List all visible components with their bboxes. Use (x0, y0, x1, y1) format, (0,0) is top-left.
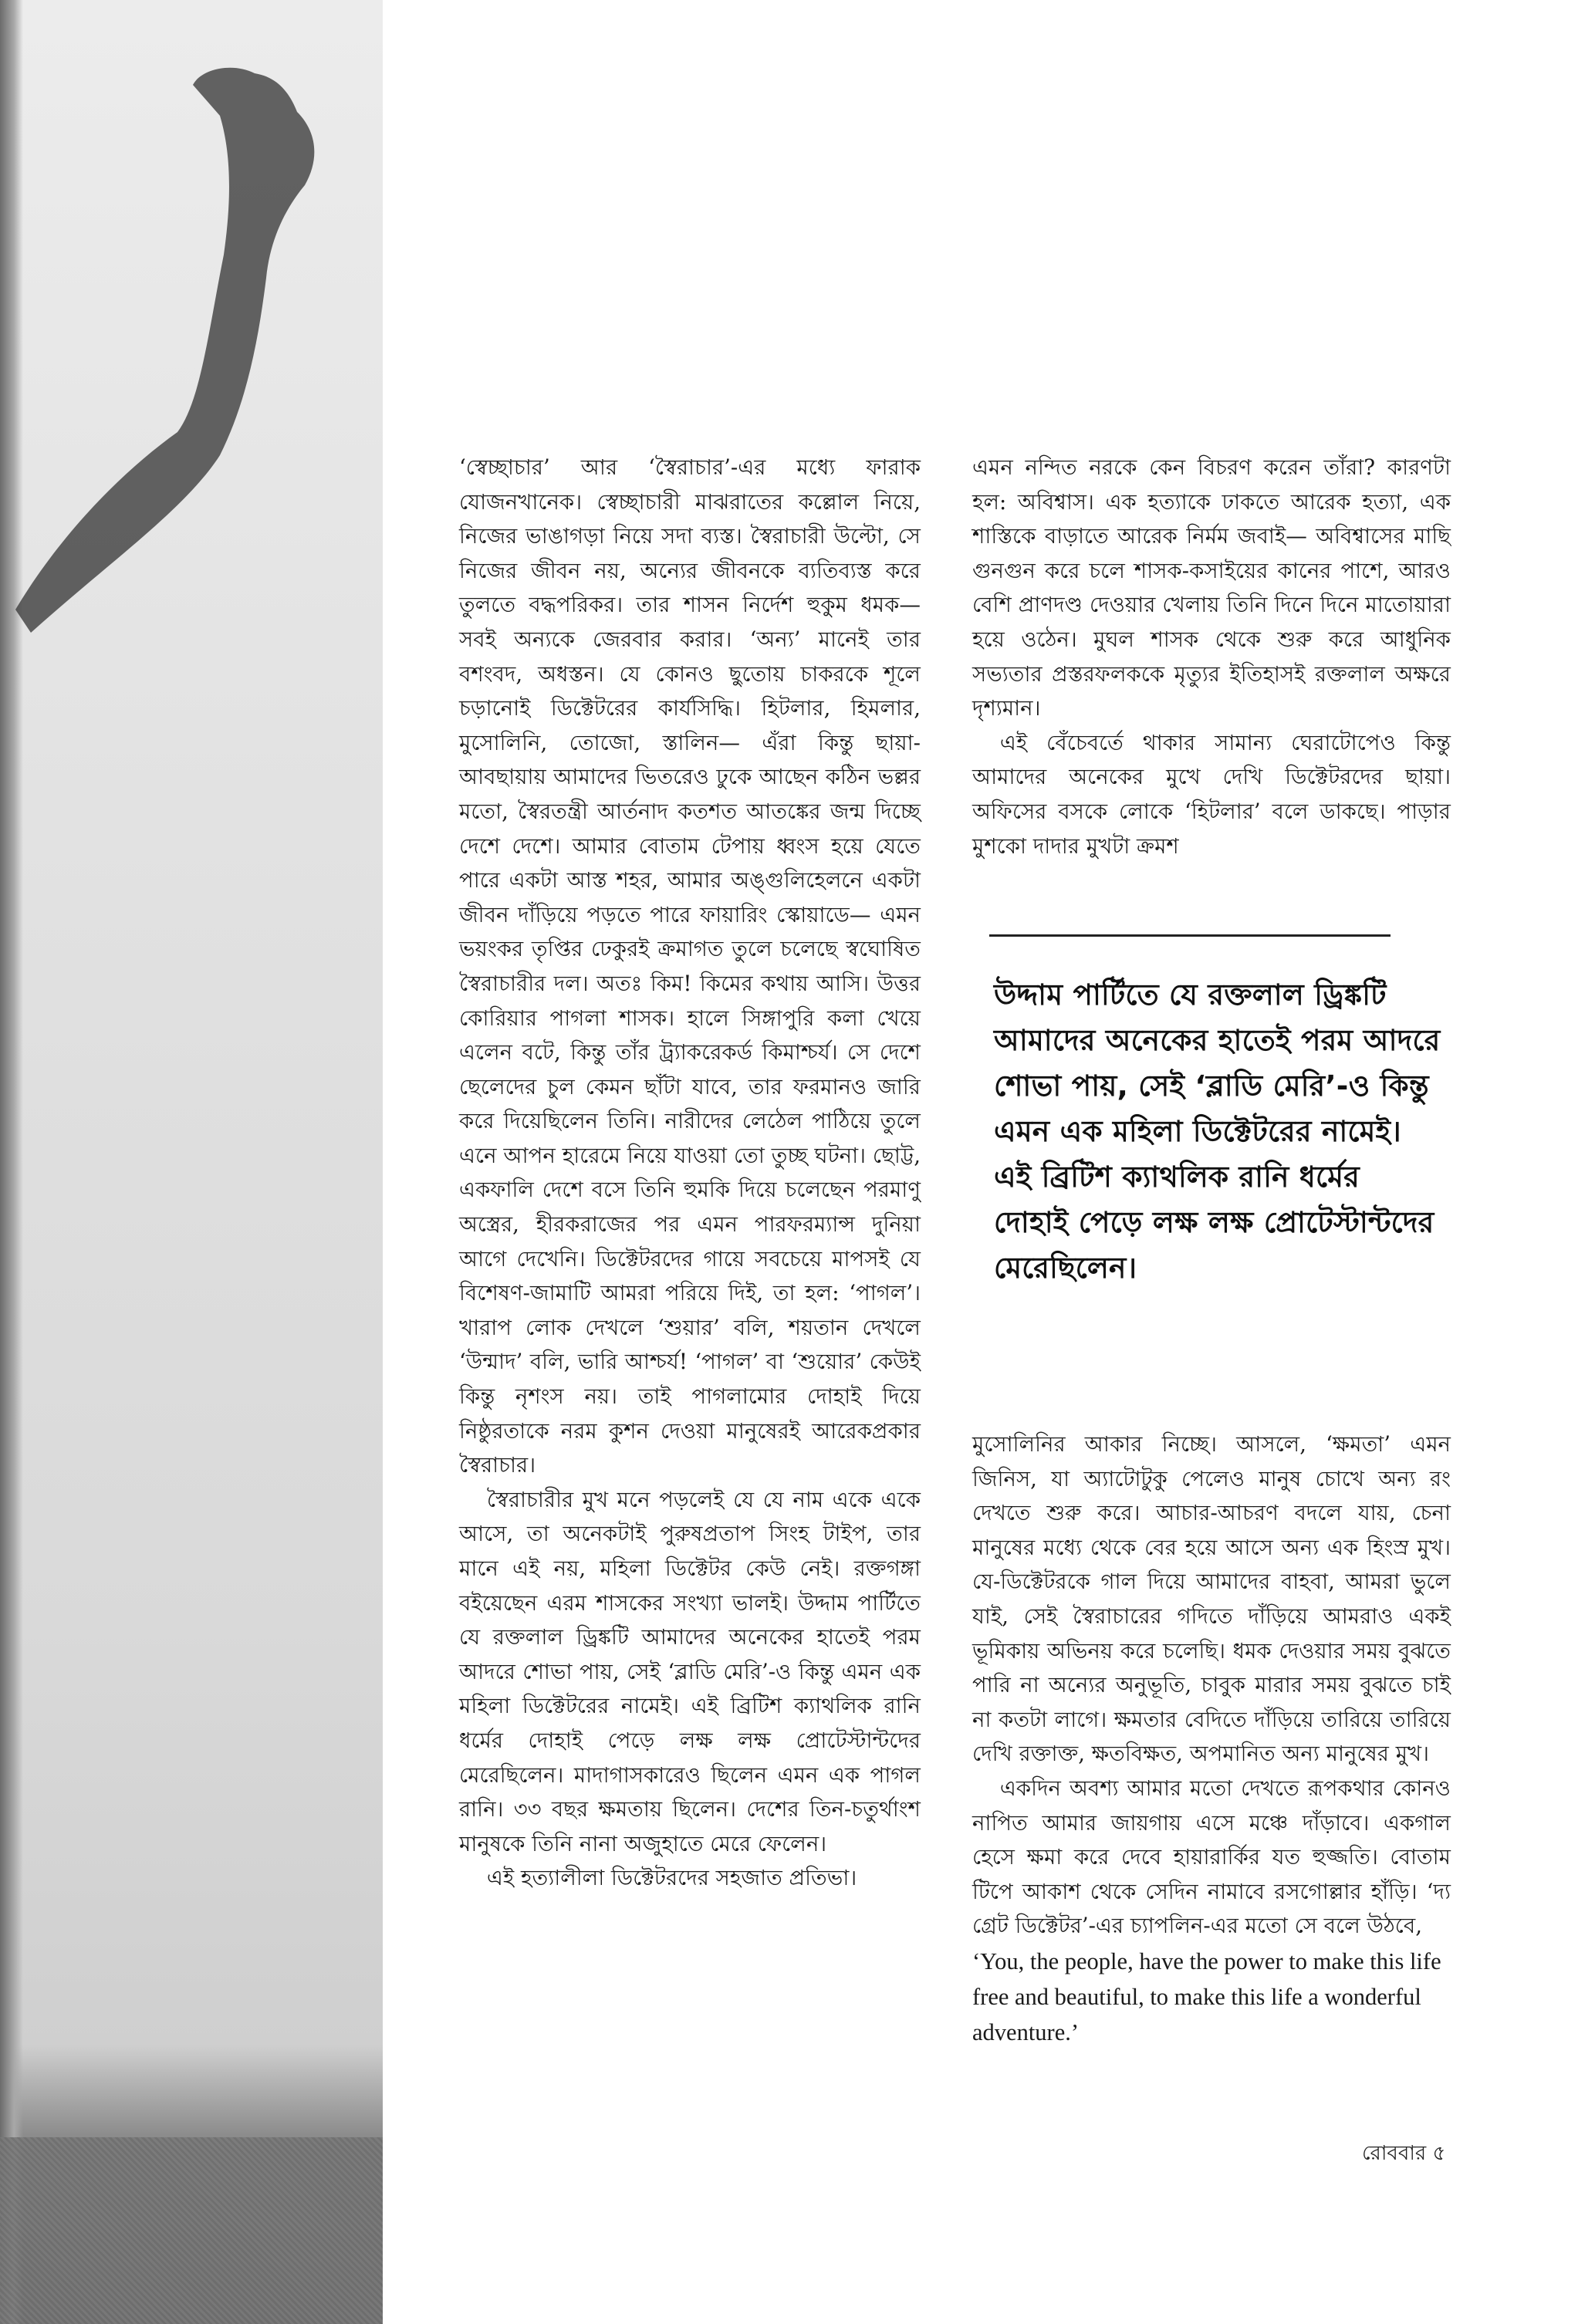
photo-strip (0, 0, 383, 2324)
english-quote: ‘You, the people, have the power to make this life free and beautiful, to make this life a wonderful adventure.’ (972, 1947, 1441, 2045)
paragraph: এই বেঁচেবর্তে থাকার সামান্য ঘেরাটোপেও কিন্তু আমাদের অনেকের মুখে দেখি ডিক্টেটরদের ছায়া। অফিসের বসকে লোকে ‘হিটলার’ বলে ডাকছে। পাড়ার মুশকো দাদার মুখটা ক্রমশ (972, 729, 1451, 859)
pullquote-divider (989, 934, 1391, 937)
pullquote: উদ্দাম পার্টিতে যে রক্তলাল ড্রিঙ্কটি আমাদের অনেকের হাতেই পরম আদরে শোভা পায়, সেই ‘ব্লাডি মেরি’-ও কিন্তু এমন এক মহিলা ডিক্টেটরের নামেই। এই ব্রিটিশ ক্যাথলিক রানি ধর্মের দোহাই পেড়ে লক্ষ লক্ষ প্রোটেস্টান্টদের মেরেছিলেন। (994, 978, 1441, 1285)
article-column-2-bottom (972, 1427, 1451, 2050)
article-column-1 (459, 451, 921, 1896)
page-footer: রোববার ৫ (1362, 2142, 1446, 2165)
paragraph: এমন নন্দিত নরকে কেন বিচরণ করেন তাঁরা? কারণটা হল: অবিশ্বাস। এক হত্যাকে ঢাকতে আরেক হত্যা, এক শাস্তিকে বাড়াতে আরেক নির্মম জবাই— অবিশ্বাসের মাছি গুনগুন করে চলে শাসক-কসাইয়ের কানের পাশে, আরও বেশি প্রাণদণ্ড দেওয়ার খেলায় তিনি দিনে দিনে মাতোয়ারা হয়ে ওঠেন। মুঘল শাসক থেকে শুরু করে আধুনিক সভ্যতার প্রস্তরফলককে মৃত্যুর ইতিহাসই রক্তলাল অক্ষরে দৃশ্যমান। (972, 454, 1451, 721)
paragraph: স্বৈরাচারীর মুখ মনে পড়লেই যে যে নাম একে একে আসে, তা অনেকটাই পুরুষপ্রতাপ সিংহ টাইপ, তার মানে এই নয়, মহিলা ডিক্টেটর কেউ নেই। রক্তগঙ্গা বইয়েছেন এরম শাসকের সংখ্যা ভালই। উদ্দাম পার্টিতে যে রক্তলাল ড্রিঙ্কটি আমাদের অনেকের হাতেই পরম আদরে শোভা পায়, সেই ‘ব্লাডি মেরি’-ও কিন্তু এমন এক মহিলা ডিক্টেটরের নামেই। এই ব্রিটিশ ক্যাথলিক রানি ধর্মের দোহাই পেড়ে লক্ষ লক্ষ প্রোটেস্টান্টদের মেরেছিলেন। মাদাগাসকারেও ছিলেন এমন এক পাগল রানি। ৩৩ বছর ক্ষমতায় ছিলেন। দেশের তিন-চতুর্থাংশ মানুষকে তিনি নানা অজুহাতে মেরে ফেলেন। (459, 1486, 921, 1856)
article-column-2-top (972, 451, 1451, 863)
raised-fist-shadow-icon (0, 0, 383, 772)
photo-floor (0, 2137, 383, 2324)
paragraph: এই হত্যালীলা ডিক্টেটরদের সহজাত প্রতিভা। (486, 1865, 857, 1891)
paragraph: ‘স্বেচ্ছাচার’ আর ‘স্বৈরাচার’-এর মধ্যে ফারাক যোজনখানেক। স্বেচ্ছাচারী মাঝরাতের কল্লোল নিয়ে, নিজের ভাঙাগড়া নিয়ে সদা ব্যস্ত। স্বৈরাচারী উল্টো, সে নিজের জীবন নয়, অন্যের জীবনকে ব্যতিব্যস্ত করে তুলতে বদ্ধপরিকর। তার শাসন নির্দেশ হুকুম ধমক— সবই অন্যকে জেরবার করার। ‘অন্য’ মানেই তার বশংবদ, অধস্তন। যে কোনও ছুতোয় চাকরকে শূলে চড়ানোই ডিক্টেটরের কার্যসিদ্ধি। হিটলার, হিমলার, মুসোলিনি, তোজো, স্তালিন— এঁরা কিন্তু ছায়া-আবছায়ায় আমাদের ভিতরেও ঢুকে আছেন কঠিন ভল্লর মতো, স্বৈরতন্ত্রী আর্তনাদ কতশত আতঙ্কের জন্ম দিচ্ছে দেশে দেশে। আমার বোতাম টেপায় ধ্বংস হয়ে যেতে পারে একটা আস্ত শহর, আমার অঙ্গুলিহেলনে একটা জীবন দাঁড়িয়ে পড়তে পারে ফায়ারিং স্কোয়াডে— এমন ভয়ংকর তৃপ্তির ঢেকুরই ক্রমাগত তুলে চলেছে স্বঘোষিত স্বৈরাচারীর দল। অতঃ কিম! কিমের কথায় আসি। উত্তর কোরিয়ার পাগলা শাসক। হালে সিঙ্গাপুরি কলা খেয়ে এলেন বটে, কিন্তু তাঁর ট্র্যাকরেকর্ড কিমাশ্চর্য। সে দেশে ছেলেদের চুল কেমন ছাঁটা যাবে, তার ফরমানও জারি করে দিয়েছিলেন তিনি। নারীদের লেঠেল পাঠিয়ে তুলে এনে আপন হারেমে নিয়ে যাওয়া তো তুচ্ছ ঘটনা। ছোট্ট, একফালি দেশে বসে তিনি হুমকি দিয়ে চলেছেন পরমাণু অস্ত্রের, হীরকরাজের পর এমন পারফরম্যান্স দুনিয়া আগে দেখেনি। ডিক্টেটরদের গায়ে সবচেয়ে মাপসই যে বিশেষণ-জামাটি আমরা পরিয়ে দিই, তা হল: ‘পাগল’। খারাপ লোক দেখলে ‘শুয়ার’ বলি, শয়তান দেখলে ‘উন্মাদ’ বলি, ভারি আশ্চর্য! ‘পাগল’ বা ‘শুয়োর’ কেউই কিন্তু নৃশংস নয়। তাই পাগলামোর দোহাই দিয়ে নিষ্ঠুরতাকে নরম কুশন দেওয়া মানুষেরই আরেকপ্রকার স্বৈরাচার। (459, 454, 921, 1478)
paragraph: একদিন অবশ্য আমার মতো দেখতে রূপকথার কোনও নাপিত আমার জায়গায় এসে মঞ্চে দাঁড়াবে। একগাল হেসে ক্ষমা করে দেবে হায়ারার্কির যত হুজ্জতি। বোতাম টিপে আকাশ থেকে সেদিন নামাবে রসগোল্লার হাঁড়ি। ‘দ্য গ্রেট ডিক্টেটর’-এর চ্যাপলিন-এর মতো সে বলে উঠবে, (972, 1775, 1451, 1939)
paragraph: মুসোলিনির আকার নিচ্ছে। আসলে, ‘ক্ষমতা’ এমন জিনিস, যা অ্যাটোটুকু পেলেও মানুষ চোখে অন্য রং দেখতে শুরু করে। আচার-আচরণ বদলে যায়, চেনা মানুষের মধ্যে থেকে বের হয়ে আসে অন্য এক হিংস্র মুখ। যে-ডিক্টেটরকে গাল দিয়ে আমাদের বাহবা, আমরা ভুলে যাই, সেই স্বৈরাচারের গদিতে দাঁড়িয়ে আমরাও একই ভূমিকায় অভিনয় করে চলেছি। ধমক দেওয়ার সময় বুঝতে পারি না অন্যের অনুভূতি, চাবুক মারার সময় বুঝতে চাই না কতটা লাগে। ক্ষমতার বেদিতে দাঁড়িয়ে তারিয়ে তারিয়ে দেখি রক্তাক্ত, ক্ষতবিক্ষত, অপমানিত অন্য মানুষের মুখ। (972, 1431, 1451, 1767)
